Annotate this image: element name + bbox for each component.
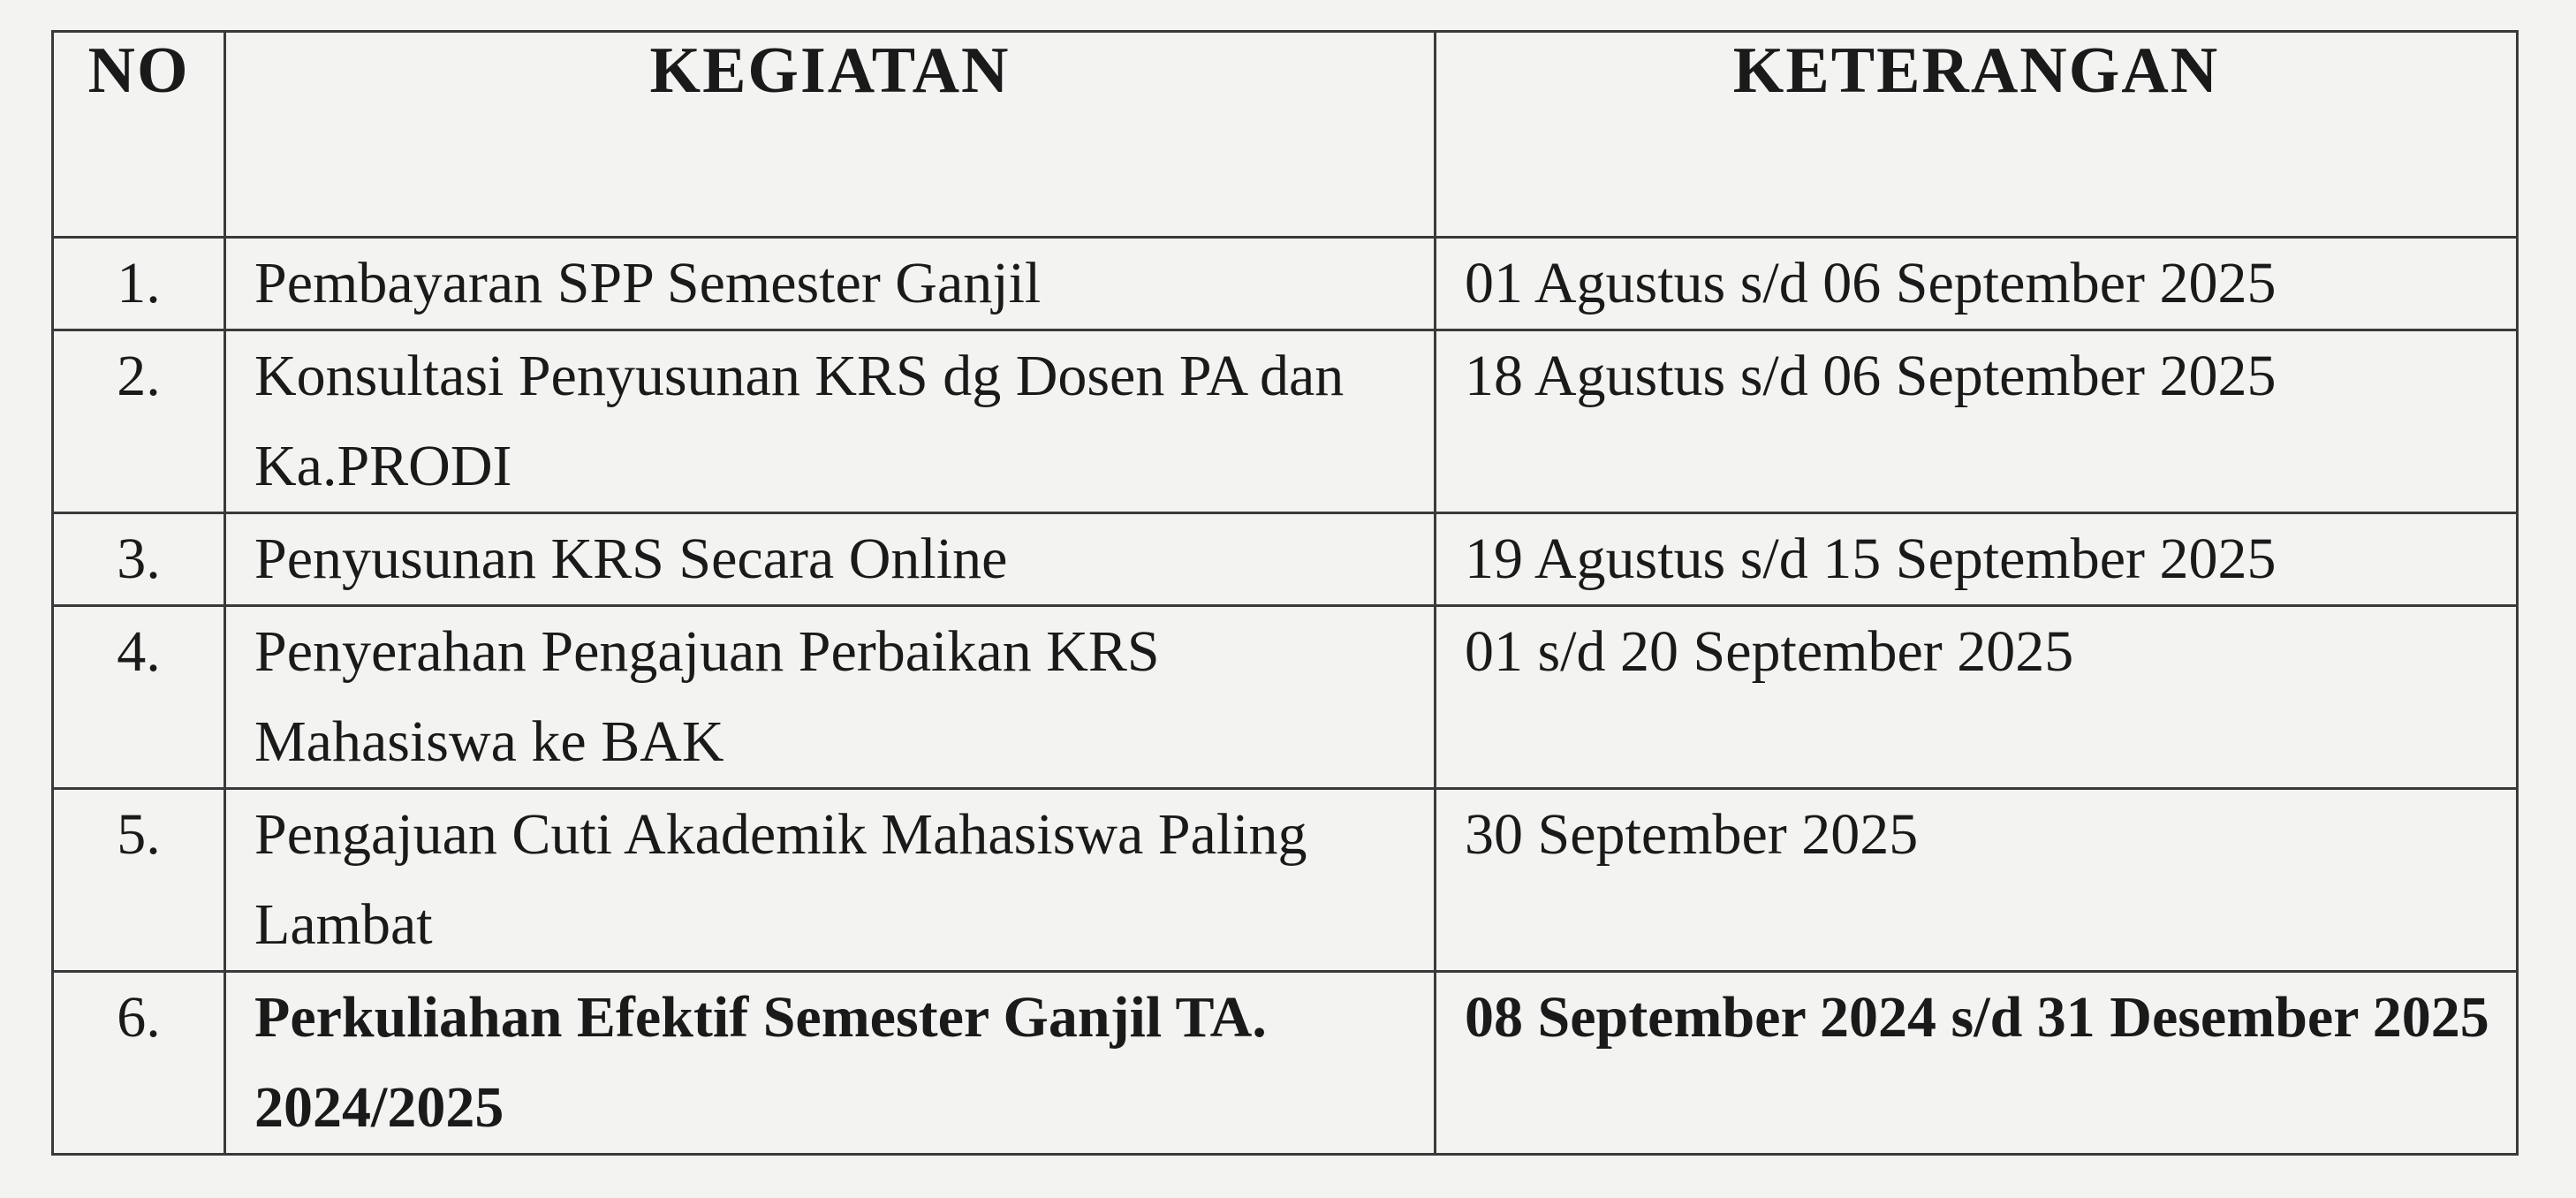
table-row (53, 789, 2518, 972)
row-number: 2. (53, 330, 225, 513)
row-number: 3. (53, 513, 225, 606)
header-keterangan: KETERANGAN (1436, 32, 2518, 238)
activity-cell: Pengajuan Cuti Akademik Mahasiswa Paling Lambat (225, 789, 1436, 972)
activity-cell: Pembayaran SPP Semester Ganjil (225, 238, 1436, 330)
date-cell: 19 Agustus s/d 15 September 2025 (1436, 513, 2518, 606)
activity-cell: Penyerahan Pengajuan Perbaikan KRS Mahasiswa ke BAK (225, 606, 1436, 789)
date-cell: 30 September 2025 (1436, 789, 2518, 972)
activity-cell: Perkuliahan Efektif Semester Ganjil TA. 2024/2025 (225, 972, 1436, 1155)
activity-cell: Penyusunan KRS Secara Online (225, 513, 1436, 606)
date-cell: 08 September 2024 s/d 31 Desember 2025 (1436, 972, 2518, 1155)
table-row (53, 606, 2518, 789)
date-cell: 01 s/d 20 September 2025 (1436, 606, 2518, 789)
schedule-table (51, 30, 2519, 1156)
header-row (53, 32, 2518, 238)
table-row (53, 513, 2518, 606)
table-row (53, 972, 2518, 1155)
row-number: 4. (53, 606, 225, 789)
date-cell: 01 Agustus s/d 06 September 2025 (1436, 238, 2518, 330)
header-no: NO (53, 32, 225, 238)
row-number: 5. (53, 789, 225, 972)
activity-cell: Konsultasi Penyusunan KRS dg Dosen PA dan Ka.PRODI (225, 330, 1436, 513)
header-kegiatan: KEGIATAN (225, 32, 1436, 238)
table-row (53, 238, 2518, 330)
table-row (53, 330, 2518, 513)
row-number: 1. (53, 238, 225, 330)
row-number: 6. (53, 972, 225, 1155)
date-cell: 18 Agustus s/d 06 September 2025 (1436, 330, 2518, 513)
